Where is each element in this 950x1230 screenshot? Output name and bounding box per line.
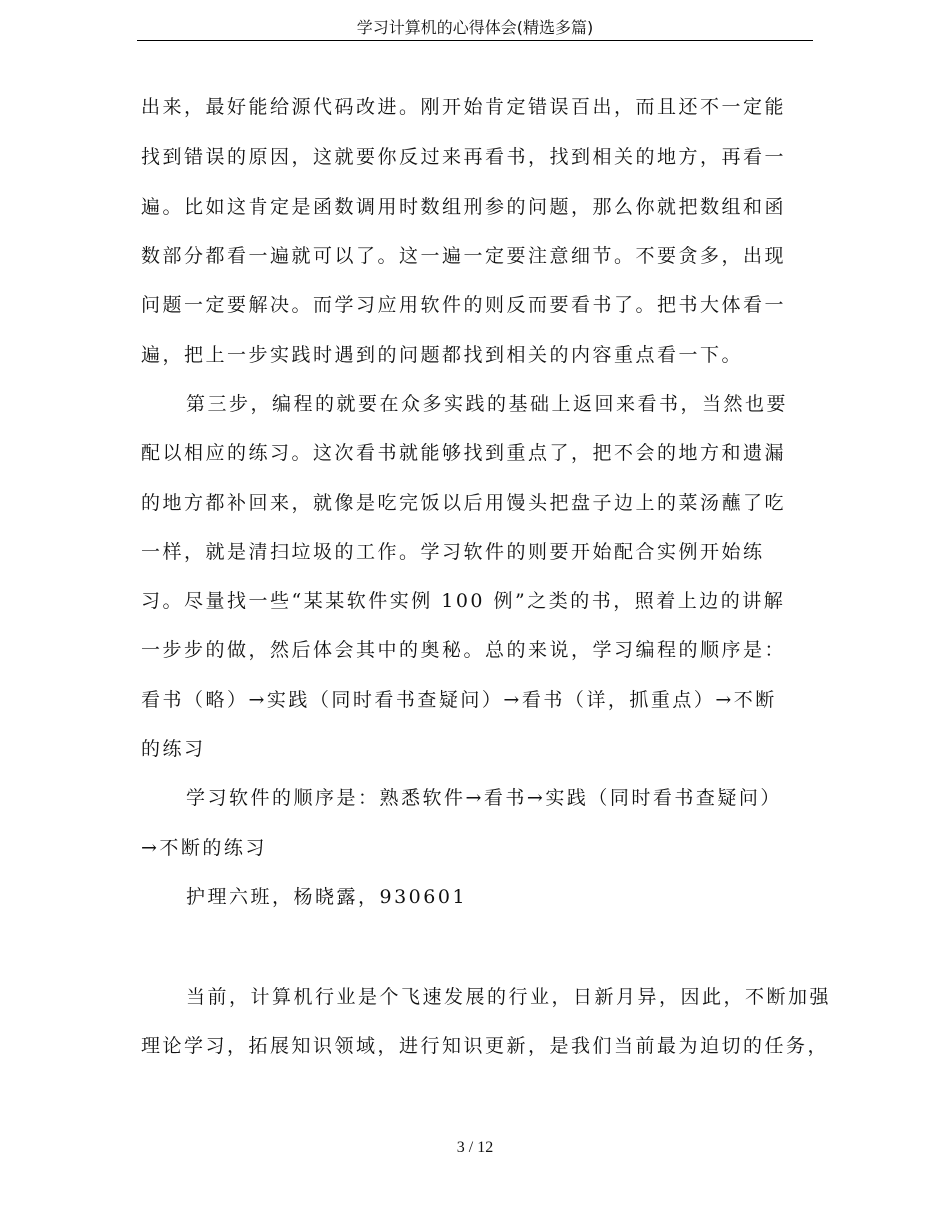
- body-text-line: 配以相应的练习。这次看书就能够找到重点了，把不会的地方和遗漏: [141, 442, 787, 464]
- body-text-line: →不断的练习: [141, 837, 267, 859]
- page-header-title: 学习计算机的心得体会(精选多篇): [356, 18, 594, 37]
- body-text-line: 遍。比如这肯定是函数调用时数组刑参的问题，那么你就把数组和函: [141, 196, 787, 218]
- body-text-line: 习。尽量找一些“某某软件实例 100 例”之类的书，照着上边的讲解: [141, 590, 786, 612]
- body-text-line: 一样，就是清扫垃圾的工作。学习软件的则要开始配合实例开始练: [141, 541, 765, 563]
- body-text-line: 的练习: [141, 738, 206, 760]
- body-text-line: 找到错误的原因，这就要你反过来再看书，找到相关的地方，再看一: [141, 146, 787, 168]
- body-text-line: 理论学习，拓展知识领域，进行知识更新，是我们当前最为迫切的任务，: [141, 1035, 830, 1057]
- author-signature-line: 护理六班，杨晓露，930601: [186, 886, 468, 908]
- paragraph-start-line: 学习软件的顺序是：熟悉软件→看书→实践（同时看书查疑问）: [186, 787, 782, 809]
- body-text-line: 看书（略）→实践（同时看书查疑问）→看书（详，抓重点）→不断: [141, 689, 777, 711]
- page-number: 3 / 12: [456, 1139, 494, 1156]
- body-text-line: 问题一定要解决。而学习应用软件的则反而要看书了。把书大体看一: [141, 294, 787, 316]
- body-text-line: 遍，把上一步实践时遇到的问题都找到相关的内容重点看一下。: [141, 344, 744, 366]
- body-text-line: 出来，最好能给源代码改进。刚开始肯定错误百出，而且还不一定能: [141, 96, 787, 118]
- paragraph-start-line: 第三步，编程的就要在众多实践的基础上返回来看书，当然也要: [186, 393, 789, 415]
- body-text-line: 数部分都看一遍就可以了。这一遍一定要注意细节。不要贪多，出现: [141, 245, 787, 267]
- body-text-line: 一步步的做，然后体会其中的奥秘。总的来说，学习编程的顺序是：: [141, 639, 787, 661]
- header-divider: [137, 40, 813, 41]
- body-text-line: 的地方都补回来，就像是吃完饭以后用馒头把盘子边上的菜汤蘸了吃: [141, 492, 787, 514]
- paragraph-start-line: 当前，计算机行业是个飞速发展的行业，日新月异，因此，不断加强: [186, 986, 832, 1008]
